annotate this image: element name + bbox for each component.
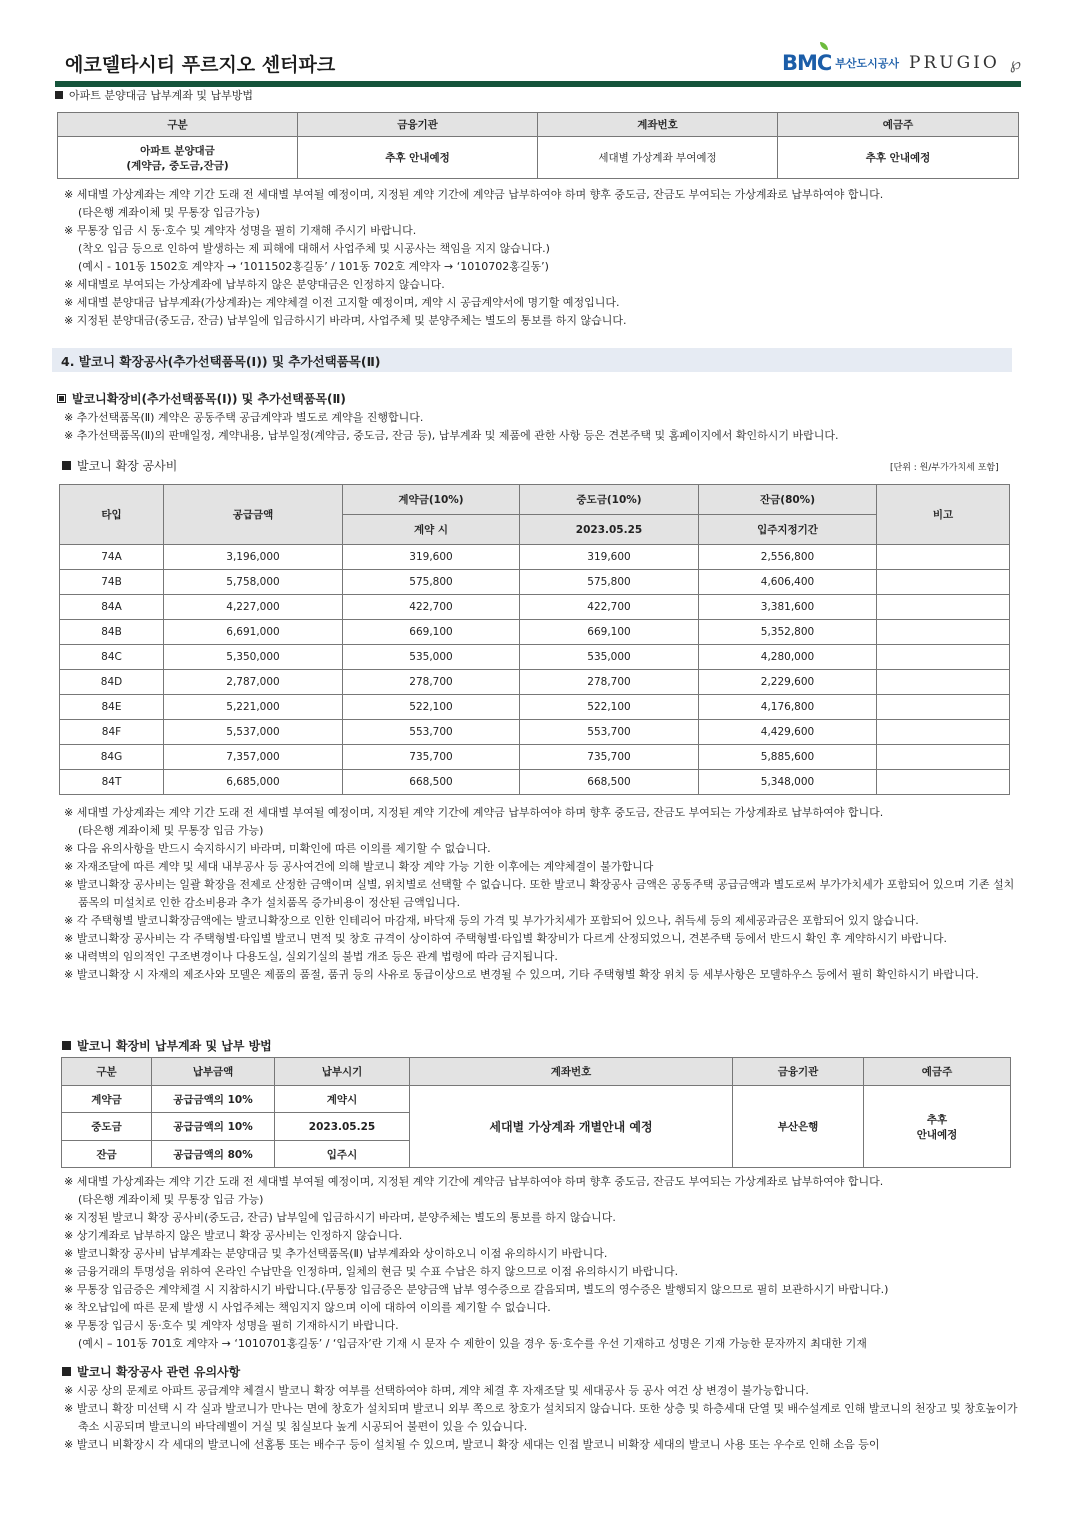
header-divider [55, 81, 1021, 87]
table-cell: 공급금액의 10% [152, 1086, 275, 1113]
note-line: ※ 시공 상의 문제로 아파트 공급계약 체결시 발코니 확장 여부를 선택하여야 하며, 계약 체결 후 자재조달 및 세대공사 등 공사 여건 상 변경이 불가능합니다. [64, 1384, 809, 1397]
table-row [60, 770, 1010, 795]
note-line: ※ 지정된 발코니 확장 공사비(중도금, 잔금) 납부일에 입금하시기 바라며, 분양주체는 별도의 통보를 하지 않습니다. [64, 1211, 616, 1224]
table-cell [877, 645, 1010, 670]
table-header: 구분 [62, 1058, 152, 1086]
table-cell: 세대별 가상계좌 부여예정 [538, 137, 778, 179]
table-cell [877, 720, 1010, 745]
table-cell: 4,606,400 [699, 570, 877, 595]
table-header: 입주지정기간 [699, 515, 877, 545]
table-row [60, 595, 1010, 620]
table-cell: 4,227,000 [164, 595, 343, 620]
note-line: ※ 무통장 입금시 동·호수 및 계약자 성명을 필히 기재하시기 바랍니다. [64, 1319, 399, 1332]
table-header: 계좌번호 [410, 1058, 733, 1086]
table-cell: 319,600 [343, 545, 520, 570]
table-cell: 84T [60, 770, 164, 795]
note-line: ※ 발코니 비확장시 각 세대의 발코니에 선홈통 또는 배수구 등이 설치될 수 있으며, 발코니 확장 세대는 인접 발코니 비확장 세대의 발코니 사용 또는 우수로 인해 소음 등이 [64, 1438, 880, 1451]
table-cell: 4,176,800 [699, 695, 877, 720]
square-bullet-icon [55, 91, 63, 99]
note-line: ※ 금융거래의 투명성을 위하여 온라인 수납만을 인정하며, 일체의 현금 및 수표 수납은 하지 않으므로 이점 유의하시기 바랍니다. [64, 1265, 679, 1278]
table-cell: 575,800 [520, 570, 699, 595]
table-header: 계약 시 [343, 515, 520, 545]
busan-corp-logo-text: 부산도시공사 [835, 57, 900, 70]
page-title: 에코델타시티 푸르지오 센터파크 [65, 54, 336, 76]
table-row [60, 570, 1010, 595]
table-header: 구분 [58, 113, 298, 137]
table-cell: 735,700 [343, 745, 520, 770]
table-cell: 5,221,000 [164, 695, 343, 720]
note-line: ※ 세대별 분양대금 납부계좌(가상계좌)는 계약체결 이전 고지할 예정이며, 계약 시 공급계약서에 명기할 예정입니다. [64, 296, 620, 309]
note-line: (타은행 계좌이체 및 무통장 입금 가능) [78, 1193, 264, 1206]
square-bullet-icon [62, 1367, 71, 1376]
table-header: 잔금(80%) [699, 485, 877, 515]
note-line: ※ 상기계좌로 납부하지 않은 발코니 확장 공사비는 인정하지 않습니다. [64, 1229, 403, 1242]
note-line: ※ 발코니확장 시 자재의 제조사와 모델은 제품의 품절, 품귀 등의 사유로 동급이상으로 변경될 수 있으며, 기타 주택형별 확장 위치 등 세부사항은 모델하우스 등에서 필히 확인하시기 바랍니다. [64, 968, 979, 981]
unit-note: [단위 : 원/부가가치세 포함] [890, 463, 999, 473]
table-cell: 2,787,000 [164, 670, 343, 695]
bmc-logo: BMC [782, 51, 831, 75]
table-header: 중도금(10%) [520, 485, 699, 515]
table-cell [877, 595, 1010, 620]
note-line: ※ 각 주택형별 발코니확장금액에는 발코니확장으로 인한 인테리어 마감재, 바닥재 등의 가격 및 부가가치세가 포함되어 있으나, 취득세 등의 제세공과금은 포함되어 있지 않습니다. [64, 914, 919, 927]
table-cell: 84E [60, 695, 164, 720]
sec4-sub-notes [64, 409, 1024, 445]
note-line: ※ 추가선택품목(Ⅱ)의 판매일정, 계약내용, 납부일정(계약금, 중도금, 잔금 등), 납부계좌 및 제품에 관한 사항 등은 견본주택 및 홈페이지에서 확인하시기 바랍니다. [64, 429, 839, 442]
table-cell: 522,100 [343, 695, 520, 720]
table-cell: 2,556,800 [699, 545, 877, 570]
table-cell: 735,700 [520, 745, 699, 770]
table-header: 공급금액 [164, 485, 343, 545]
table-header: 예금주 [778, 113, 1019, 137]
table-cell: 522,100 [520, 695, 699, 720]
table-header: 납부시기 [275, 1058, 410, 1086]
note-line: ※ 무통장 입금증은 계약체결 시 지참하시기 바랍니다.(무통장 입금증은 분양금액 납부 영수증으로 갈음되며, 별도의 영수증은 발행되지 않으므로 필히 보관하시기 바랍니다.) [64, 1283, 889, 1296]
boxed-square-bullet-icon [57, 394, 66, 403]
table-cell: 668,500 [520, 770, 699, 795]
table-cell: 84D [60, 670, 164, 695]
table-cell: 84C [60, 645, 164, 670]
note-line: ※ 세대별 가상계좌는 계약 기간 도래 전 세대별 부여될 예정이며, 지정된 계약 기간에 계약금 납부하여야 하며 향후 중도금, 잔금도 부여되는 가상계좌로 납부하여야 합니다. [64, 188, 884, 201]
note-line: (타은행 계좌이체 및 무통장 입금가능) [78, 206, 260, 219]
table-cell: 6,691,000 [164, 620, 343, 645]
table-cell: 84A [60, 595, 164, 620]
note-line: ※ 무통장 입금 시 동·호수 및 계약자 성명을 필히 기재해 주시기 바랍니다. [64, 224, 417, 237]
table-cell: 입주시 [275, 1141, 410, 1168]
caution-heading: 발코니 확장공사 관련 유의사항 [62, 1363, 240, 1380]
table-header: 2023.05.25 [520, 515, 699, 545]
table-cell: 278,700 [343, 670, 520, 695]
note-line: ※ 지정된 분양대금(중도금, 잔금) 납부일에 입금하시기 바라며, 사업주체 및 분양주체는 별도의 통보를 하지 않습니다. [64, 314, 627, 327]
table-cell [877, 770, 1010, 795]
sec4-sub-heading: 발코니확장비(추가선택품목(Ⅰ)) 및 추가선택품목(Ⅱ) [57, 390, 346, 407]
table-cell: 4,429,600 [699, 720, 877, 745]
table-cell: 553,700 [343, 720, 520, 745]
note-line: ※ 발코니확장 공사비는 일괄 확장을 전제로 산정한 금액이며 실별, 위치별로 선택할 수 없습니다. 또한 발코니 확장공사 금액은 공동주택 공급금액과 별도로써 부가가치세가 포함되어 있으며 기존 설치품목의 미설치로 인한 감소비용과 추가 설치품목 증가비용이 정산된 금액입니다. [64, 878, 1015, 909]
table-cell: 5,350,000 [164, 645, 343, 670]
note-line: ※ 자재조달에 따른 계약 및 세대 내부공사 등 공사여건에 의해 발코니 확장 계약 가능 기한 이후에는 계약체결이 불가합니다 [64, 860, 654, 873]
table-header: 비고 [877, 485, 1010, 545]
table-header: 예금주 [864, 1058, 1011, 1086]
table-row [60, 670, 1010, 695]
caution-notes [64, 1382, 1024, 1454]
table-cell: 278,700 [520, 670, 699, 695]
table-cell: 84G [60, 745, 164, 770]
table-cell: 부산은행 [733, 1086, 864, 1168]
table-header: 타입 [60, 485, 164, 545]
note-line: ※ 발코니확장 공사비는 각 주택형별·타입별 발코니 면적 및 창호 규격이 상이하여 주택형별·타입별 확장비가 다르게 산정되었으니, 견본주택 등에서 반드시 확인 후 계약하시기 바랍니다. [64, 932, 947, 945]
table-cell: 6,685,000 [164, 770, 343, 795]
table-cell [877, 670, 1010, 695]
table-cell [877, 570, 1010, 595]
table-cell: 535,000 [343, 645, 520, 670]
table-row [60, 620, 1010, 645]
table-cell [877, 620, 1010, 645]
table-cell: 아파트 분양대금 (계약금, 중도금,잔금) [58, 137, 298, 179]
table-cell: 669,100 [343, 620, 520, 645]
table-cell: 추후 안내예정 [298, 137, 538, 179]
table-header: 금융기관 [733, 1058, 864, 1086]
table-row [60, 545, 1010, 570]
table-cell: 84B [60, 620, 164, 645]
table-header: 금융기관 [298, 113, 538, 137]
table-cell: 공급금액의 80% [152, 1141, 275, 1168]
table-header: 계약금(10%) [343, 485, 520, 515]
note-line: ※ 세대별 가상계좌는 계약 기간 도래 전 세대별 부여될 예정이며, 지정된 계약 기간에 계약금 납부하여야 하며 향후 중도금, 잔금도 부여되는 가상계좌로 납부하여야 합니다. [64, 1175, 884, 1188]
table-header: 계좌번호 [538, 113, 778, 137]
table-cell: 5,885,600 [699, 745, 877, 770]
sec1-notes [64, 186, 1024, 330]
table-cell: 4,280,000 [699, 645, 877, 670]
logo-group [782, 48, 1021, 78]
page-header [55, 46, 1021, 90]
note-line: (예시 - 101동 1502호 계약자 → ‘1011502홍길동’ / 101동 702호 계약자 → ‘1010702홍길동’) [78, 260, 549, 273]
table-cell: 74B [60, 570, 164, 595]
table-cell: 계약금 [62, 1086, 152, 1113]
table-cell [877, 545, 1010, 570]
note-line: ※ 발코니확장 공사비 납부계좌는 분양대금 및 추가선택품목(Ⅱ) 납부계좌와 상이하오니 이점 유의하시기 바랍니다. [64, 1247, 608, 1260]
note-line: ※ 발코니 확장 미선택 시 각 실과 발코니가 만나는 면에 창호가 설치되며 발코니 외부 쪽으로 창호가 설치되지 않습니다. 또한 상층 및 하층세대 단열 및 배수설계로 인해 발코니의 천장고 및 창호높이가 축소 시공되며 발코니의 바닥레벨이 거실 및 침실보다 높게 시공되어 불편이 있을 수 있습니다. [64, 1402, 1018, 1433]
pay-heading: 발코니 확장비 납부계좌 및 납부 방법 [62, 1037, 272, 1054]
cost-notes [64, 804, 1024, 984]
note-line: ※ 세대별 가상계좌는 계약 기간 도래 전 세대별 부여될 예정이며, 지정된 계약 기간에 계약금 납부하여야 하며 향후 중도금, 잔금도 부여되는 가상계좌로 납부하여야 합니다. [64, 806, 884, 819]
table-header: 납부금액 [152, 1058, 275, 1086]
square-bullet-icon [62, 461, 71, 470]
prugio-mark-icon: ℘ [1009, 53, 1021, 73]
table-cell: 중도금 [62, 1113, 152, 1141]
table-row [60, 720, 1010, 745]
table-cell: 계약시 [275, 1086, 410, 1113]
table-cell: 추후 안내예정 [778, 137, 1019, 179]
note-line: ※ 내력벽의 임의적인 구조변경이나 다용도실, 실외기실의 불법 개조 등은 관계 법령에 따라 금지됩니다. [64, 950, 558, 963]
table-cell: 2023.05.25 [275, 1113, 410, 1141]
table-cell: 세대별 가상계좌 개별안내 예정 [410, 1086, 733, 1168]
note-line: (예시 – 101동 701호 계약자 → ‘1010701홍길동’ / ‘입금자’란 기재 시 문자 수 제한이 있을 경우 동·호수를 우선 기재하고 성명은 기재 가능한 문자까지 최대한 기재 [78, 1337, 867, 1350]
table-cell: 669,100 [520, 620, 699, 645]
table-cell: 553,700 [520, 720, 699, 745]
balcony-cost-table [59, 484, 1010, 795]
table-cell: 공급금액의 10% [152, 1113, 275, 1141]
table-cell: 3,381,600 [699, 595, 877, 620]
table-cell: 5,352,800 [699, 620, 877, 645]
table-cell: 5,537,000 [164, 720, 343, 745]
table-cell: 5,348,000 [699, 770, 877, 795]
table-cell: 84F [60, 720, 164, 745]
table-cell: 74A [60, 545, 164, 570]
square-bullet-icon [62, 1041, 71, 1050]
note-line: ※ 다음 유의사항을 반드시 숙지하시기 바라며, 미확인에 따른 이의를 제기할 수 없습니다. [64, 842, 491, 855]
note-line: ※ 세대별로 부여되는 가상계좌에 납부하지 않은 분양대금은 인정하지 않습니다. [64, 278, 445, 291]
table-cell: 3,196,000 [164, 545, 343, 570]
section-4-bar [52, 348, 1012, 372]
note-line: ※ 추가선택품목(Ⅱ) 계약은 공동주택 공급계약과 별도로 계약을 진행합니다. [64, 411, 424, 424]
prugio-logo: PRUGIO [909, 53, 1000, 73]
pay-notes [64, 1173, 1024, 1353]
table-cell: 575,800 [343, 570, 520, 595]
section-4-title: 4. 발코니 확장공사(추가선택품목(Ⅰ)) 및 추가선택품목(Ⅱ) [61, 354, 381, 369]
note-line: (착오 입금 등으로 인하여 발생하는 제 피해에 대해서 사업주체 및 시공사는 책임을 지지 않습니다.) [78, 242, 550, 255]
note-line: ※ 착오납입에 따른 문제 발생 시 사업주체는 책임지지 않으며 이에 대하여 이의를 제기할 수 없습니다. [64, 1301, 551, 1314]
sec1-table [57, 112, 1019, 179]
table-cell: 422,700 [520, 595, 699, 620]
table-cell [877, 745, 1010, 770]
table-cell: 668,500 [343, 770, 520, 795]
cost-heading: 발코니 확장 공사비 [62, 459, 177, 474]
table-cell: 7,357,000 [164, 745, 343, 770]
table-cell: 2,229,600 [699, 670, 877, 695]
table-row [60, 645, 1010, 670]
table-cell: 319,600 [520, 545, 699, 570]
table-cell: 잔금 [62, 1141, 152, 1168]
table-cell: 5,758,000 [164, 570, 343, 595]
note-line: (타은행 계좌이체 및 무통장 입금 가능) [78, 824, 264, 837]
sec1-heading: 아파트 분양대금 납부계좌 및 납부방법 [55, 88, 253, 103]
table-cell: 535,000 [520, 645, 699, 670]
table-cell [877, 695, 1010, 720]
table-cell: 422,700 [343, 595, 520, 620]
leaf-icon [820, 42, 828, 50]
balcony-payment-table [61, 1057, 1011, 1168]
table-cell: 추후 안내예정 [864, 1086, 1011, 1168]
table-row [60, 695, 1010, 720]
table-row [60, 745, 1010, 770]
